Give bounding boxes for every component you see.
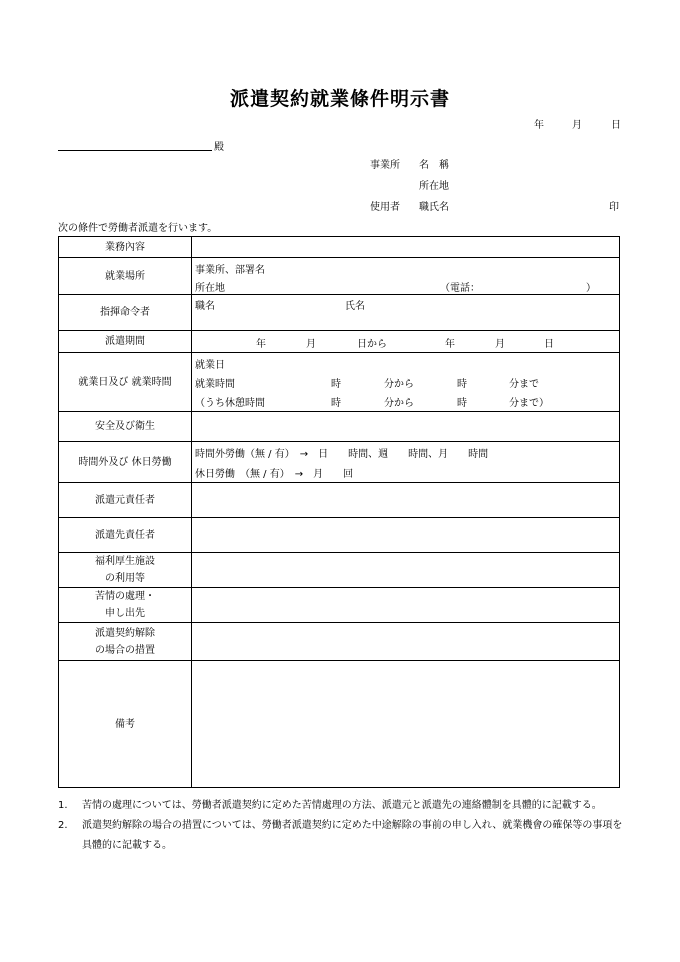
break-start-min: 分から <box>384 398 414 409</box>
label-period: 派遣期間 <box>59 331 192 353</box>
field-complaints[interactable] <box>192 588 620 623</box>
row-client-manager <box>59 518 620 553</box>
workplace-dept: 事業所、部署名 <box>195 265 265 276</box>
employer-label: 使用者 <box>370 202 400 213</box>
date-day: 日 <box>611 120 621 131</box>
field-period[interactable] <box>192 331 620 353</box>
row-remarks <box>59 661 620 788</box>
period-end-year: 年 <box>445 339 455 350</box>
work-hours-end-hour: 時 <box>457 379 467 390</box>
holiday-text: 休日勞働 （無 / 有） → 月 回 <box>195 469 354 480</box>
field-overtime[interactable] <box>192 442 620 483</box>
label-complaints-line1: 苦情の處理・ <box>95 591 155 602</box>
period-start-month: 月 <box>306 339 316 350</box>
break-start-hour: 時 <box>331 398 341 409</box>
field-duties[interactable] <box>192 237 620 258</box>
company-name-label: 名 稱 <box>419 160 449 171</box>
label-remarks: 備考 <box>59 661 192 788</box>
workday-label: 就業日 <box>195 360 225 371</box>
note-number: 1. <box>58 800 68 811</box>
label-supervisor: 指揮命令者 <box>59 295 192 331</box>
label-welfare-line2: の利用等 <box>105 573 145 584</box>
work-hours-start-min: 分から <box>384 379 414 390</box>
label-complaints <box>59 588 192 623</box>
date-year: 年 <box>534 120 544 131</box>
work-hours-start-hour: 時 <box>331 379 341 390</box>
break-end-min: 分まで） <box>509 398 549 409</box>
row-dispatcher-manager <box>59 483 620 518</box>
note-item <box>58 796 624 816</box>
page-title: 派遣契約就業條件明示書 <box>229 88 450 110</box>
field-workplace[interactable] <box>192 258 620 295</box>
supervisor-name-label: 氏名 <box>345 301 365 312</box>
work-hours-end-min: 分まで <box>509 379 539 390</box>
label-duties: 業務內容 <box>59 237 192 258</box>
period-end-month: 月 <box>495 339 505 350</box>
addressee-line[interactable] <box>58 150 212 151</box>
note-text: 派遣契約解除の場合の措置については、勞働者派遣契約に定めた中途解除の事前の申し入れ、就業機會の確保等の事項を具體的に記載する。 <box>82 820 623 851</box>
label-workdays: 就業日及び 就業時間 <box>59 353 192 412</box>
employer-name-label: 職氏名 <box>419 202 449 213</box>
workplace-phone-close: ） <box>586 283 596 294</box>
row-welfare <box>59 553 620 588</box>
field-dispatcher-manager[interactable] <box>192 483 620 518</box>
notes-section <box>58 796 624 856</box>
company-location-label: 所在地 <box>419 181 449 192</box>
intro-text: 次の條件で勞働者派遣を行います。 <box>58 223 218 234</box>
label-overtime: 時間外及び 休日勞働 <box>59 442 192 483</box>
label-complaints-line2: 申し出先 <box>105 608 145 619</box>
note-item <box>58 816 624 856</box>
seal-mark: 印 <box>609 202 619 213</box>
overtime-text: 時間外勞働（無 / 有） → 日 時間、週 時間、月 時間 <box>195 449 489 460</box>
note-text: 苦情の處理については、勞働者派遣契約に定めた苦情處理の方法、派遣元と派遣先の連絡體制を具體的に記載する。 <box>82 800 602 811</box>
label-welfare <box>59 553 192 588</box>
row-overtime <box>59 442 620 483</box>
label-workplace: 就業場所 <box>59 258 192 295</box>
row-duties <box>59 237 620 258</box>
field-supervisor[interactable] <box>192 295 620 331</box>
field-client-manager[interactable] <box>192 518 620 553</box>
label-safety: 安全及び衛生 <box>59 412 192 442</box>
field-safety[interactable] <box>192 412 620 442</box>
conditions-table <box>58 236 620 788</box>
row-period <box>59 331 620 353</box>
period-end-day: 日 <box>544 339 554 350</box>
label-termination-line2: の場合の措置 <box>95 644 155 656</box>
workplace-location: 所在地 <box>195 283 225 294</box>
date-month: 月 <box>572 120 582 131</box>
addressee-suffix: 殿 <box>214 142 224 153</box>
break-label: （うち休憩時間 <box>195 398 265 409</box>
label-termination-line1: 派遣契約解除 <box>95 627 155 639</box>
period-start-year: 年 <box>256 339 266 350</box>
field-welfare[interactable] <box>192 553 620 588</box>
supervisor-title-label: 職名 <box>195 301 215 312</box>
row-workplace <box>59 258 620 295</box>
label-termination <box>59 623 192 661</box>
workplace-phone-open: （電話： <box>440 283 480 294</box>
field-workdays[interactable] <box>192 353 620 412</box>
row-complaints <box>59 588 620 623</box>
row-supervisor <box>59 295 620 331</box>
row-safety <box>59 412 620 442</box>
note-number: 2. <box>58 820 68 831</box>
break-end-hour: 時 <box>457 398 467 409</box>
row-workdays <box>59 353 620 412</box>
field-termination[interactable] <box>192 623 620 661</box>
label-client-manager: 派遣先責任者 <box>59 518 192 553</box>
period-start-day: 日から <box>357 339 387 350</box>
row-termination <box>59 623 620 661</box>
field-remarks[interactable] <box>192 661 620 788</box>
office-label: 事業所 <box>370 160 400 171</box>
label-dispatcher-manager: 派遣元責任者 <box>59 483 192 518</box>
label-welfare-line1: 福利厚生施設 <box>95 556 155 567</box>
work-hours-label: 就業時間 <box>195 379 235 390</box>
